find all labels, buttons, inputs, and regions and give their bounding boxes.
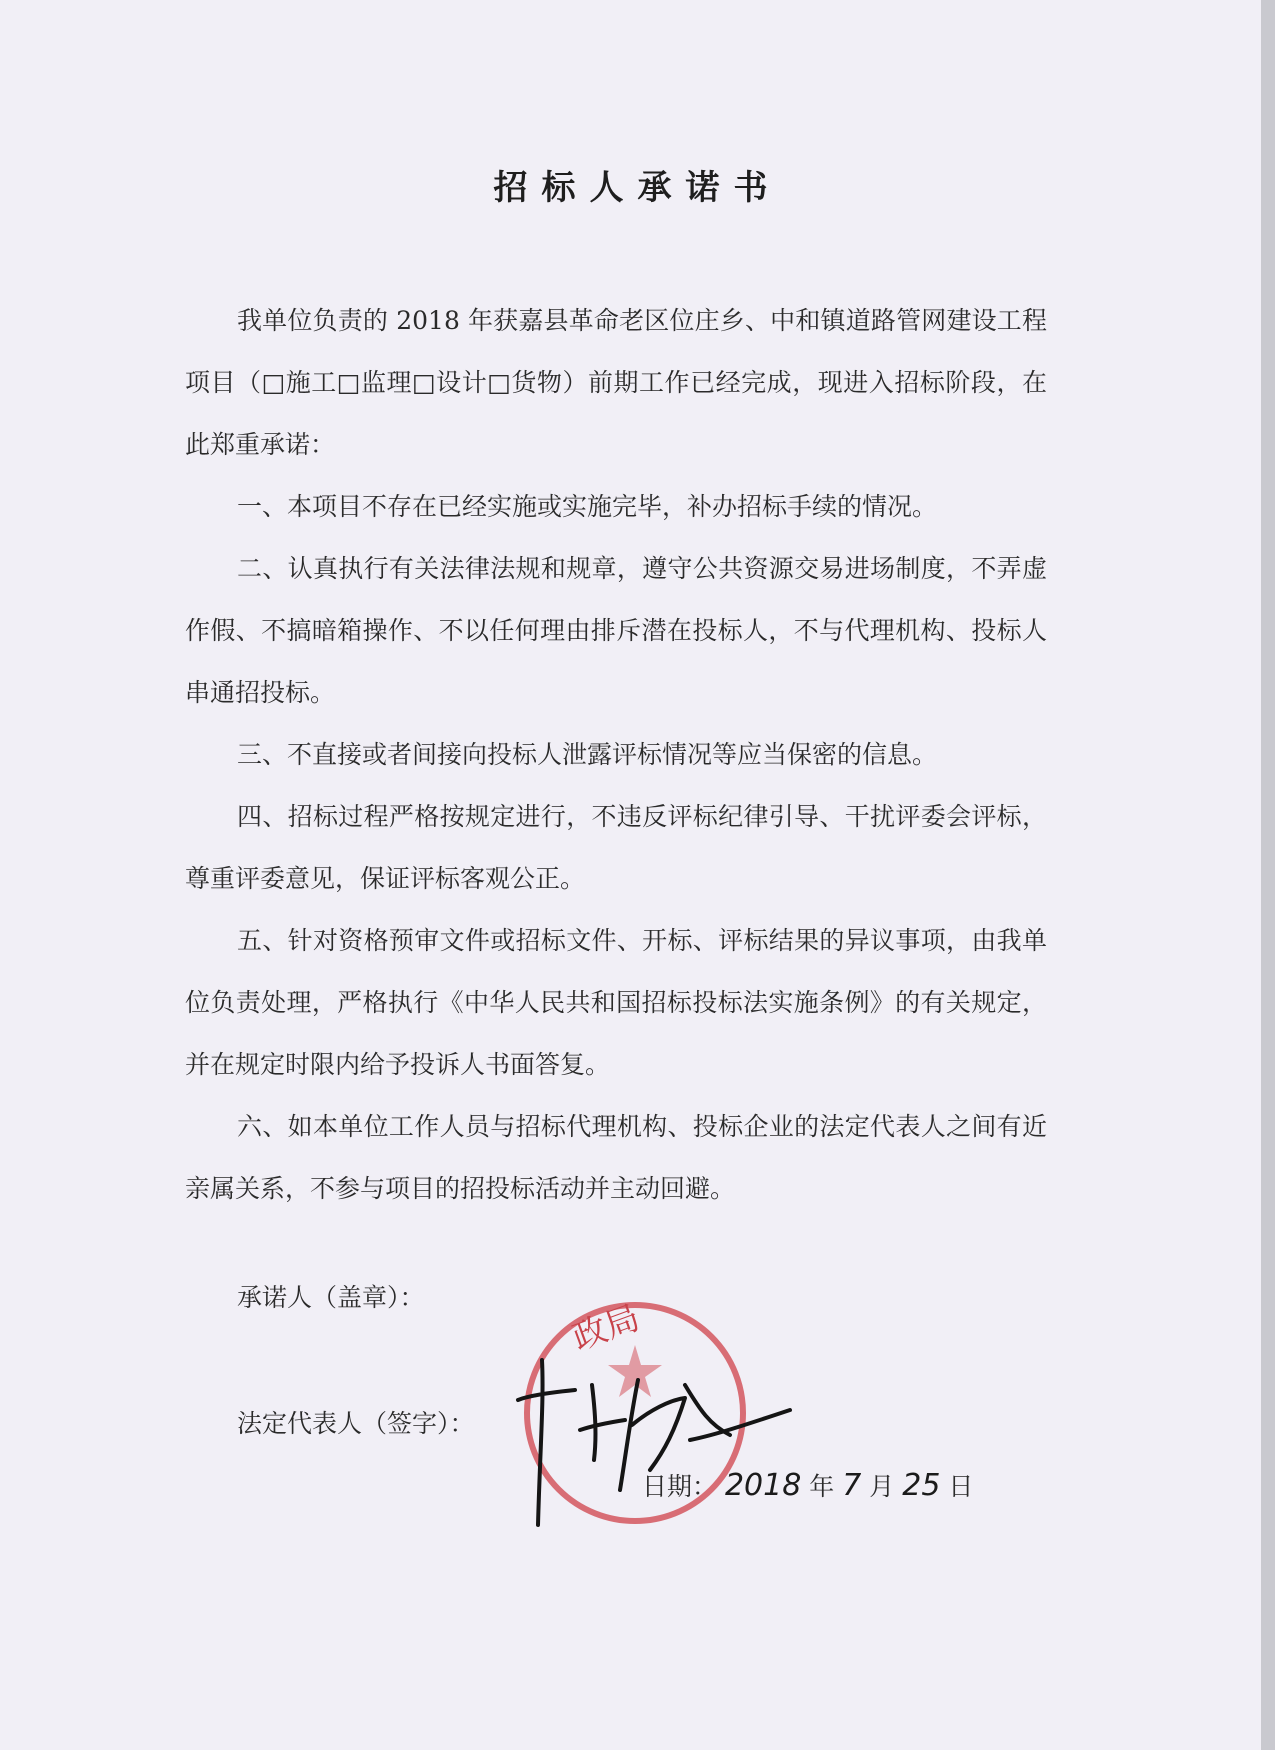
date-year: 2018 [724,1468,802,1503]
promisor-label: 承诺人（盖章）： [237,1283,425,1312]
date-month: 7 [842,1468,862,1503]
document-title: 招标人承诺书 [493,168,782,208]
clause-5: 五、针对资格预审文件或招标文件、开标、评标结果的异议事项，由我单位负责处理，严格执行《中华人民共和国招标投标法实施条例》的有关规定，并在规定时限内给予投诉人书面答复。 [185,926,1047,1079]
month-char: 月 [869,1472,895,1501]
day-char: 日 [948,1472,974,1501]
clause-4: 四、招标过程严格按规定进行，不违反评标纪律引导、干扰评委会评标，尊重评委意见，保证评标客观公正。 [185,802,1047,893]
clause-3: 三、不直接或者间接向投标人泄露评标情况等应当保密的信息。 [237,740,938,769]
scan-edge [1261,0,1275,1750]
intro-paragraph: 我单位负责的 2018 年获嘉县革命老区位庄乡、中和镇道路管网建设工程项目（□施工□监理□设计□货物）前期工作已经完成，现进入招标阶段，在此郑重承诺： [185,306,1047,459]
date-row [642,1467,973,1503]
date-day: 25 [902,1468,941,1503]
clause-2: 二、认真执行有关法律法规和规章，遵守公共资源交易进场制度，不弄虚作假、不搞暗箱操作、不以任何理由排斥潜在投标人，不与代理机构、投标人串通招投标。 [185,554,1047,707]
seal-text: 政局 [567,1298,645,1359]
representative-label: 法定代表人（签字）： [237,1409,475,1438]
clause-6: 六、如本单位工作人员与招标代理机构、投标企业的法定代表人之间有近亲属关系，不参与项目的招投标活动并主动回避。 [185,1112,1047,1203]
document-body [185,290,1047,1220]
date-label: 日期： [642,1472,718,1501]
year-char: 年 [809,1472,835,1501]
clause-1: 一、本项目不存在已经实施或实施完毕，补办招标手续的情况。 [237,492,938,521]
